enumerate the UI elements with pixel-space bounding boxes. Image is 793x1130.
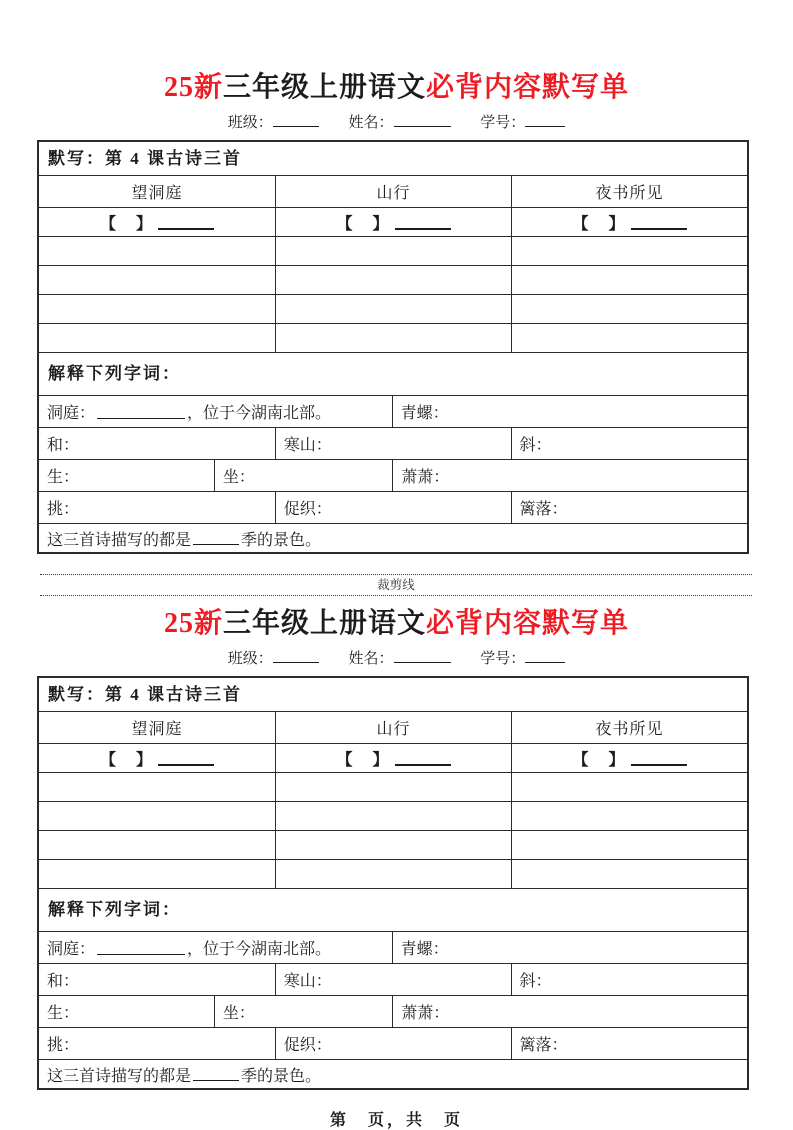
term-cell-sheng [39, 996, 214, 1027]
class-blank [273, 649, 319, 663]
poem-title-cell: 山行 [275, 176, 511, 207]
term-cell-tiao [39, 492, 275, 523]
term-cell-liluo [511, 1028, 748, 1059]
poem-blank-cell [39, 773, 275, 801]
class-field [228, 115, 319, 131]
poem-title-row [39, 711, 747, 743]
poem-author-row [39, 743, 747, 772]
explanation-row [39, 995, 747, 1027]
author-blank [631, 214, 687, 230]
term-blank [97, 940, 185, 955]
term-label: 青螺： [400, 941, 449, 958]
term-label: 和： [47, 437, 80, 454]
poem-title-cell: 望洞庭 [131, 185, 183, 202]
term-label: 斜： [519, 437, 552, 454]
page-title [0, 608, 793, 640]
term-label: 和： [47, 973, 80, 990]
author-brackets: 【 】 [572, 215, 627, 233]
poem-blank-cell [275, 266, 511, 294]
author-brackets: 【 】 [99, 215, 154, 233]
term-cell-qingluo [392, 396, 747, 427]
student-id-label: 学号： [480, 651, 526, 667]
poem-blank-cell [39, 831, 275, 859]
term-cell-cuzhi [275, 492, 511, 523]
poem-blank-cell [511, 295, 747, 323]
cut-dotted-line-bottom [40, 595, 752, 596]
term-blank [97, 404, 185, 419]
sheet-mount-top [0, 0, 793, 554]
author-blank [158, 750, 214, 766]
poem-blank-row [39, 237, 747, 265]
term-label: 挑： [47, 501, 80, 518]
term-label: 生： [47, 469, 80, 486]
poem-blank-cell [39, 860, 275, 888]
author-blank [158, 214, 214, 230]
term-label: 寒山： [283, 973, 332, 990]
term-cell-dongting [39, 396, 392, 427]
poem-author-row [39, 207, 747, 236]
summary-cell [39, 1060, 747, 1088]
title-red-suffix: 必背内容默写单 [426, 608, 630, 639]
poem-blank-cell [511, 831, 747, 859]
explanation-row [39, 491, 747, 523]
poem-blank-cell [39, 237, 275, 265]
term-cell-qingluo [392, 932, 747, 963]
summary-cell [39, 524, 747, 552]
term-cell-cuzhi [275, 1028, 511, 1059]
author-brackets: 【 】 [99, 751, 154, 769]
summary-after: 季的景色。 [241, 531, 322, 549]
poem-blank-cell [511, 324, 747, 352]
poem-blank-cell [275, 802, 511, 830]
term-label: 萧萧： [401, 469, 450, 486]
student-id-blank [525, 649, 565, 663]
explanation-row [39, 1027, 747, 1059]
term-label: 促织： [283, 1037, 332, 1054]
poem-title-cell: 望洞庭 [131, 721, 183, 738]
term-label: 篱落： [519, 1037, 568, 1054]
term-label: 洞庭： [47, 405, 96, 422]
author-brackets: 【 】 [336, 751, 391, 769]
term-label: 促织： [283, 501, 332, 518]
term-cell-hanshan [275, 428, 511, 459]
dictation-table [37, 676, 749, 1090]
author-blank [395, 750, 451, 766]
student-id-field [480, 115, 565, 131]
summary-before: 这三首诗描写的都是 [47, 531, 192, 549]
term-cell-xie [511, 428, 748, 459]
season-blank [193, 1067, 239, 1082]
poem-blank-cell [39, 802, 275, 830]
term-cell-xiaoxiao [392, 996, 747, 1027]
poem-blank-cell [275, 324, 511, 352]
explanation-row [39, 459, 747, 491]
poem-author-cell [39, 208, 275, 236]
poem-blank-cell [511, 802, 747, 830]
term-cell-dongting [39, 932, 392, 963]
title-red-prefix: 25新 [163, 72, 223, 103]
term-cell-zuo [214, 996, 392, 1027]
poem-blank-row [39, 323, 747, 352]
worksheet-section [0, 0, 793, 554]
poem-author-cell [511, 744, 747, 772]
author-brackets: 【 】 [336, 215, 391, 233]
term-suffix: ，位于今湖南北部。 [187, 941, 332, 958]
poem-title-row [39, 175, 747, 207]
explanation-header: 解释下列字词： [39, 888, 747, 931]
student-info-line [0, 648, 793, 670]
page-title [0, 72, 793, 104]
dictation-table [37, 140, 749, 554]
title-black-middle: 三年级上册语文 [222, 608, 426, 639]
student-id-field [480, 651, 565, 667]
name-blank [394, 113, 451, 127]
term-cell-zuo [214, 460, 392, 491]
cut-line-block [40, 574, 752, 596]
term-cell-liluo [511, 492, 748, 523]
poem-blank-row [39, 773, 747, 801]
season-blank [193, 531, 239, 546]
page-footer: 第 页，共 页 [329, 1112, 463, 1129]
term-cell-he [39, 964, 275, 995]
summary-after: 季的景色。 [241, 1067, 322, 1085]
term-label: 坐： [222, 1005, 255, 1022]
term-label: 萧萧： [401, 1005, 450, 1022]
poem-blank-row [39, 830, 747, 859]
summary-row [39, 1059, 747, 1088]
poem-blank-cell [39, 324, 275, 352]
term-cell-xiaoxiao [392, 460, 747, 491]
student-info-line [0, 112, 793, 134]
poem-blank-row [39, 294, 747, 323]
student-id-label: 学号： [480, 115, 526, 131]
poem-blank-cell [511, 266, 747, 294]
poem-author-cell [39, 744, 275, 772]
poem-blank-cell [39, 295, 275, 323]
term-cell-tiao [39, 1028, 275, 1059]
term-label: 寒山： [283, 437, 332, 454]
term-label: 洞庭： [47, 941, 96, 958]
term-label: 生： [47, 1005, 80, 1022]
poem-title-cell: 夜书所见 [511, 712, 747, 743]
worksheet-section [0, 608, 793, 1090]
name-field [348, 651, 450, 667]
term-label: 坐： [222, 469, 255, 486]
poem-author-cell [511, 208, 747, 236]
author-blank [631, 750, 687, 766]
author-brackets: 【 】 [572, 751, 627, 769]
term-cell-xie [511, 964, 748, 995]
title-red-prefix: 25新 [163, 608, 223, 639]
explanation-row [39, 931, 747, 963]
student-id-blank [525, 113, 565, 127]
poem-blank-cell [275, 295, 511, 323]
title-red-suffix: 必背内容默写单 [426, 72, 630, 103]
dictation-header: 默写：第 4 课古诗三首 [48, 149, 242, 168]
class-label: 班级： [227, 115, 273, 131]
explanation-header: 解释下列字词： [39, 352, 747, 395]
class-field [228, 651, 319, 667]
term-cell-hanshan [275, 964, 511, 995]
summary-before: 这三首诗描写的都是 [47, 1067, 192, 1085]
poem-blank-row [39, 801, 747, 830]
poem-writing-rows [39, 236, 747, 352]
term-label: 挑： [47, 1037, 80, 1054]
term-cell-he [39, 428, 275, 459]
name-label: 姓名： [348, 115, 394, 131]
explanation-row [39, 395, 747, 427]
poem-blank-cell [511, 237, 747, 265]
name-label: 姓名： [348, 651, 394, 667]
dictation-header: 默写：第 4 课古诗三首 [48, 685, 242, 704]
poem-blank-cell [275, 860, 511, 888]
term-suffix: ，位于今湖南北部。 [187, 405, 332, 422]
author-blank [395, 214, 451, 230]
poem-writing-rows [39, 772, 747, 888]
poem-author-cell [275, 744, 511, 772]
poem-title-cell: 夜书所见 [511, 176, 747, 207]
name-blank [394, 649, 451, 663]
poem-title-cell: 山行 [275, 712, 511, 743]
poem-blank-cell [39, 266, 275, 294]
poem-blank-cell [275, 831, 511, 859]
poem-blank-cell [275, 237, 511, 265]
poem-author-cell [275, 208, 511, 236]
poem-blank-cell [511, 773, 747, 801]
poem-blank-row [39, 859, 747, 888]
poem-blank-cell [511, 860, 747, 888]
poem-blank-row [39, 265, 747, 294]
term-label: 斜： [519, 973, 552, 990]
poem-blank-cell [275, 773, 511, 801]
explanation-row [39, 427, 747, 459]
term-cell-sheng [39, 460, 214, 491]
name-field [348, 115, 450, 131]
class-label: 班级： [227, 651, 273, 667]
summary-row [39, 523, 747, 552]
term-label: 青螺： [400, 405, 449, 422]
term-label: 篱落： [519, 501, 568, 518]
title-black-middle: 三年级上册语文 [222, 72, 426, 103]
sheet-mount-bottom [0, 608, 793, 1090]
cut-line-label: 裁剪线 [377, 578, 415, 592]
class-blank [273, 113, 319, 127]
explanation-row [39, 963, 747, 995]
